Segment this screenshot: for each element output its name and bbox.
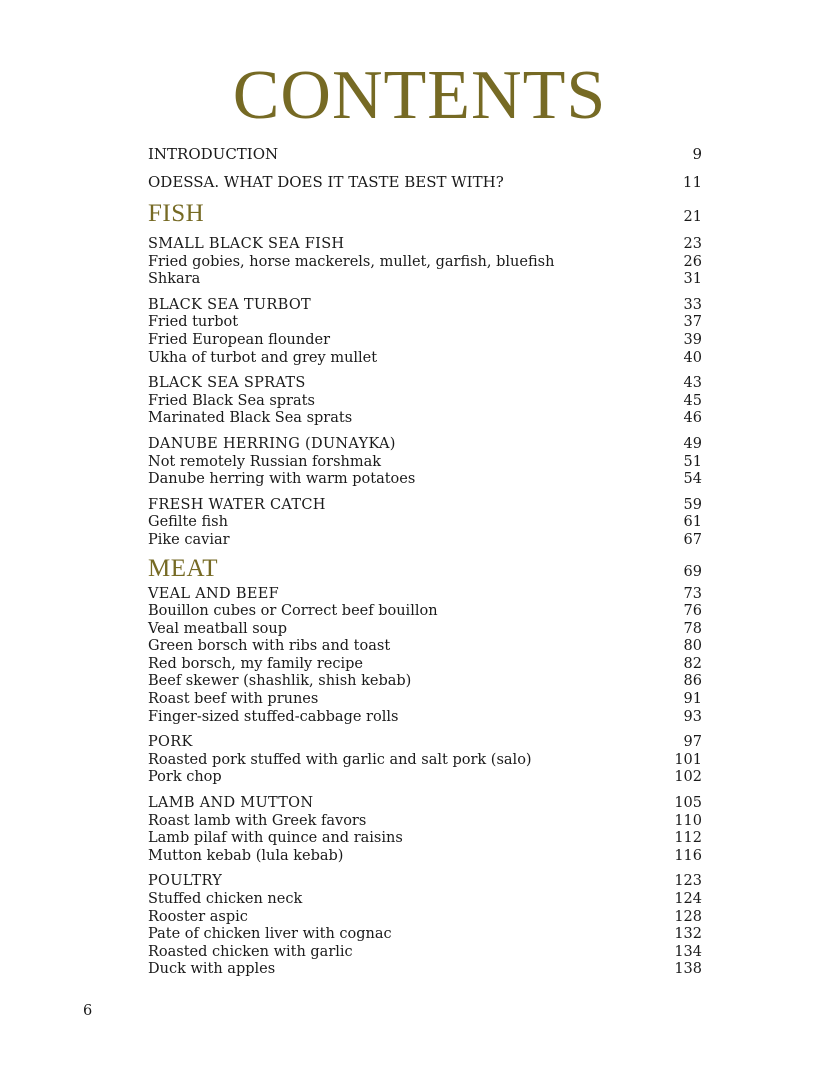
item-label: Beef skewer (shashlik, shish kebab)	[148, 673, 412, 690]
item-label: Gefilte fish	[148, 514, 228, 531]
toc-item[interactable]	[148, 944, 702, 962]
item-page: 86	[683, 673, 702, 690]
item-label: Stuffed chicken neck	[148, 891, 303, 907]
toc-item[interactable]	[148, 638, 702, 656]
toc-item[interactable]	[148, 410, 702, 428]
toc-entry-page: 11	[682, 173, 702, 191]
item-page: 101	[674, 751, 702, 768]
item-label: Roasted pork stuffed with garlic and salt pork (salo)	[148, 751, 532, 768]
subheading-page: 33	[683, 296, 702, 313]
item-page: 112	[674, 830, 702, 847]
item-label: Fried European flounder	[148, 331, 331, 348]
item-label: Marinated Black Sea sprats	[148, 410, 353, 427]
item-label: Duck with apples	[148, 961, 276, 978]
toc-subheading[interactable]	[148, 375, 702, 393]
toc-item[interactable]	[148, 830, 702, 848]
item-page: 26	[683, 253, 702, 270]
toc-item[interactable]	[148, 254, 702, 272]
toc-item[interactable]	[148, 709, 702, 727]
toc-subheading[interactable]	[148, 436, 702, 454]
toc-group	[148, 586, 702, 727]
toc-group	[148, 734, 702, 787]
subheading-label: DANUBE HERRING (DUNAYKA)	[148, 435, 396, 452]
toc-group	[148, 297, 702, 367]
item-label: Fried gobies, horse mackerels, mullet, garfish, bluefish	[148, 253, 555, 270]
page-title: CONTENTS	[232, 57, 607, 134]
toc-item[interactable]	[148, 471, 702, 489]
toc-item[interactable]	[148, 603, 702, 621]
subheading-page: 73	[683, 585, 702, 602]
item-label: Pork chop	[148, 769, 222, 786]
subheading-label: BLACK SEA SPRATS	[148, 375, 306, 392]
item-page: 31	[683, 271, 702, 288]
section-page: 69	[683, 563, 702, 580]
toc-item[interactable]	[148, 673, 702, 691]
item-page: 124	[674, 891, 702, 907]
toc-item[interactable]	[148, 656, 702, 674]
toc-entry-label: ODESSA. WHAT DOES IT TASTE BEST WITH?	[148, 173, 504, 191]
item-label: Roast lamb with Greek favors	[148, 812, 367, 829]
toc-subheading[interactable]	[148, 236, 702, 254]
item-page: 45	[683, 392, 702, 409]
item-page: 82	[683, 655, 702, 672]
item-page: 37	[683, 314, 702, 331]
toc-group	[148, 497, 702, 550]
item-label: Roasted chicken with garlic	[148, 943, 353, 960]
toc-item[interactable]	[148, 926, 702, 944]
item-label: Roast beef with prunes	[148, 691, 319, 708]
item-label: Bouillon cubes or Correct beef bouillon	[148, 603, 438, 620]
item-page: 128	[674, 908, 702, 925]
toc-entry-label: INTRODUCTION	[148, 145, 279, 163]
item-page: 54	[683, 471, 702, 488]
item-page: 132	[674, 926, 702, 943]
item-label: Shkara	[148, 271, 201, 288]
section-title: MEAT	[148, 554, 219, 582]
item-page: 76	[683, 603, 702, 620]
toc-group	[148, 873, 702, 979]
item-page: 80	[683, 638, 702, 655]
toc-subheading[interactable]	[148, 297, 702, 315]
subheading-label: FRESH WATER CATCH	[148, 496, 326, 513]
toc-item[interactable]	[148, 961, 702, 979]
item-page: 138	[674, 961, 702, 978]
subheading-label: SMALL BLACK SEA FISH	[148, 236, 345, 252]
toc-item[interactable]	[148, 891, 702, 909]
toc-section-meat[interactable]	[148, 554, 702, 584]
toc-item[interactable]	[148, 621, 702, 639]
item-page: 110	[674, 812, 702, 829]
item-label: Rooster aspic	[148, 908, 248, 925]
toc-item[interactable]	[148, 454, 702, 472]
item-label: Fried Black Sea sprats	[148, 392, 315, 409]
toc-item[interactable]	[148, 769, 702, 787]
item-label: Veal meatball soup	[148, 620, 288, 637]
toc-subheading[interactable]	[148, 497, 702, 515]
item-label: Fried turbot	[148, 314, 239, 331]
subheading-label: VEAL AND BEEF	[148, 585, 279, 602]
toc-item[interactable]	[148, 314, 702, 332]
subheading-page: 123	[674, 873, 702, 890]
toc-section-fish[interactable]	[148, 199, 702, 229]
item-page: 93	[683, 708, 702, 725]
subheading-page: 105	[674, 795, 702, 812]
toc-subheading[interactable]	[148, 734, 702, 752]
toc-item[interactable]	[148, 332, 702, 350]
section-title: FISH	[148, 200, 205, 227]
toc-subheading[interactable]	[148, 586, 702, 604]
item-label: Green borsch with ribs and toast	[148, 638, 391, 655]
page-number: 6	[83, 1003, 93, 1019]
item-page: 91	[683, 691, 702, 708]
subheading-page: 97	[683, 734, 702, 751]
toc-sections	[148, 199, 702, 979]
table-of-contents	[148, 142, 702, 979]
toc-entry-odessa[interactable]	[148, 170, 702, 195]
toc-item[interactable]	[148, 514, 702, 532]
item-page: 78	[683, 620, 702, 637]
toc-item[interactable]	[148, 848, 702, 866]
item-label: Danube herring with warm potatoes	[148, 471, 416, 488]
subheading-page: 43	[683, 375, 702, 392]
toc-entry-introduction[interactable]	[148, 142, 702, 167]
subheading-label: PORK	[148, 734, 193, 751]
toc-group	[148, 436, 702, 489]
section-page: 21	[683, 209, 702, 225]
toc-item[interactable]	[148, 532, 702, 550]
toc-subheading[interactable]	[148, 873, 702, 891]
item-page: 46	[683, 410, 702, 427]
subheading-label: POULTRY	[148, 873, 223, 890]
item-page: 61	[683, 514, 702, 531]
item-page: 116	[674, 847, 702, 864]
item-label: Ukha of turbot and grey mullet	[148, 349, 378, 366]
toc-entry-page: 9	[692, 145, 702, 163]
toc-item[interactable]	[148, 393, 702, 411]
subheading-page: 59	[683, 496, 702, 513]
item-page: 51	[683, 453, 702, 470]
toc-item[interactable]	[148, 752, 702, 770]
subheading-label: LAMB AND MUTTON	[148, 795, 314, 812]
toc-item[interactable]	[148, 909, 702, 927]
item-page: 134	[674, 943, 702, 960]
item-page: 67	[683, 531, 702, 548]
item-label: Pike caviar	[148, 531, 230, 548]
toc-item[interactable]	[148, 350, 702, 368]
subheading-page: 23	[683, 236, 702, 252]
toc-group	[148, 795, 702, 865]
item-label: Red borsch, my family recipe	[148, 655, 363, 672]
item-label: Finger-sized stuffed-cabbage rolls	[148, 708, 399, 725]
item-page: 40	[683, 349, 702, 366]
toc-item[interactable]	[148, 271, 702, 289]
toc-group	[148, 236, 702, 289]
toc-item[interactable]	[148, 691, 702, 709]
toc-item[interactable]	[148, 813, 702, 831]
item-label: Pate of chicken liver with cognac	[148, 926, 392, 943]
item-page: 39	[683, 331, 702, 348]
subheading-label: BLACK SEA TURBOT	[148, 296, 311, 313]
subheading-page: 49	[683, 435, 702, 452]
item-label: Mutton kebab (lula kebab)	[148, 847, 344, 864]
item-label: Not remotely Russian forshmak	[148, 453, 382, 470]
toc-subheading[interactable]	[148, 795, 702, 813]
item-page: 102	[674, 769, 702, 786]
toc-group	[148, 375, 702, 428]
item-label: Lamb pilaf with quince and raisins	[148, 830, 403, 847]
